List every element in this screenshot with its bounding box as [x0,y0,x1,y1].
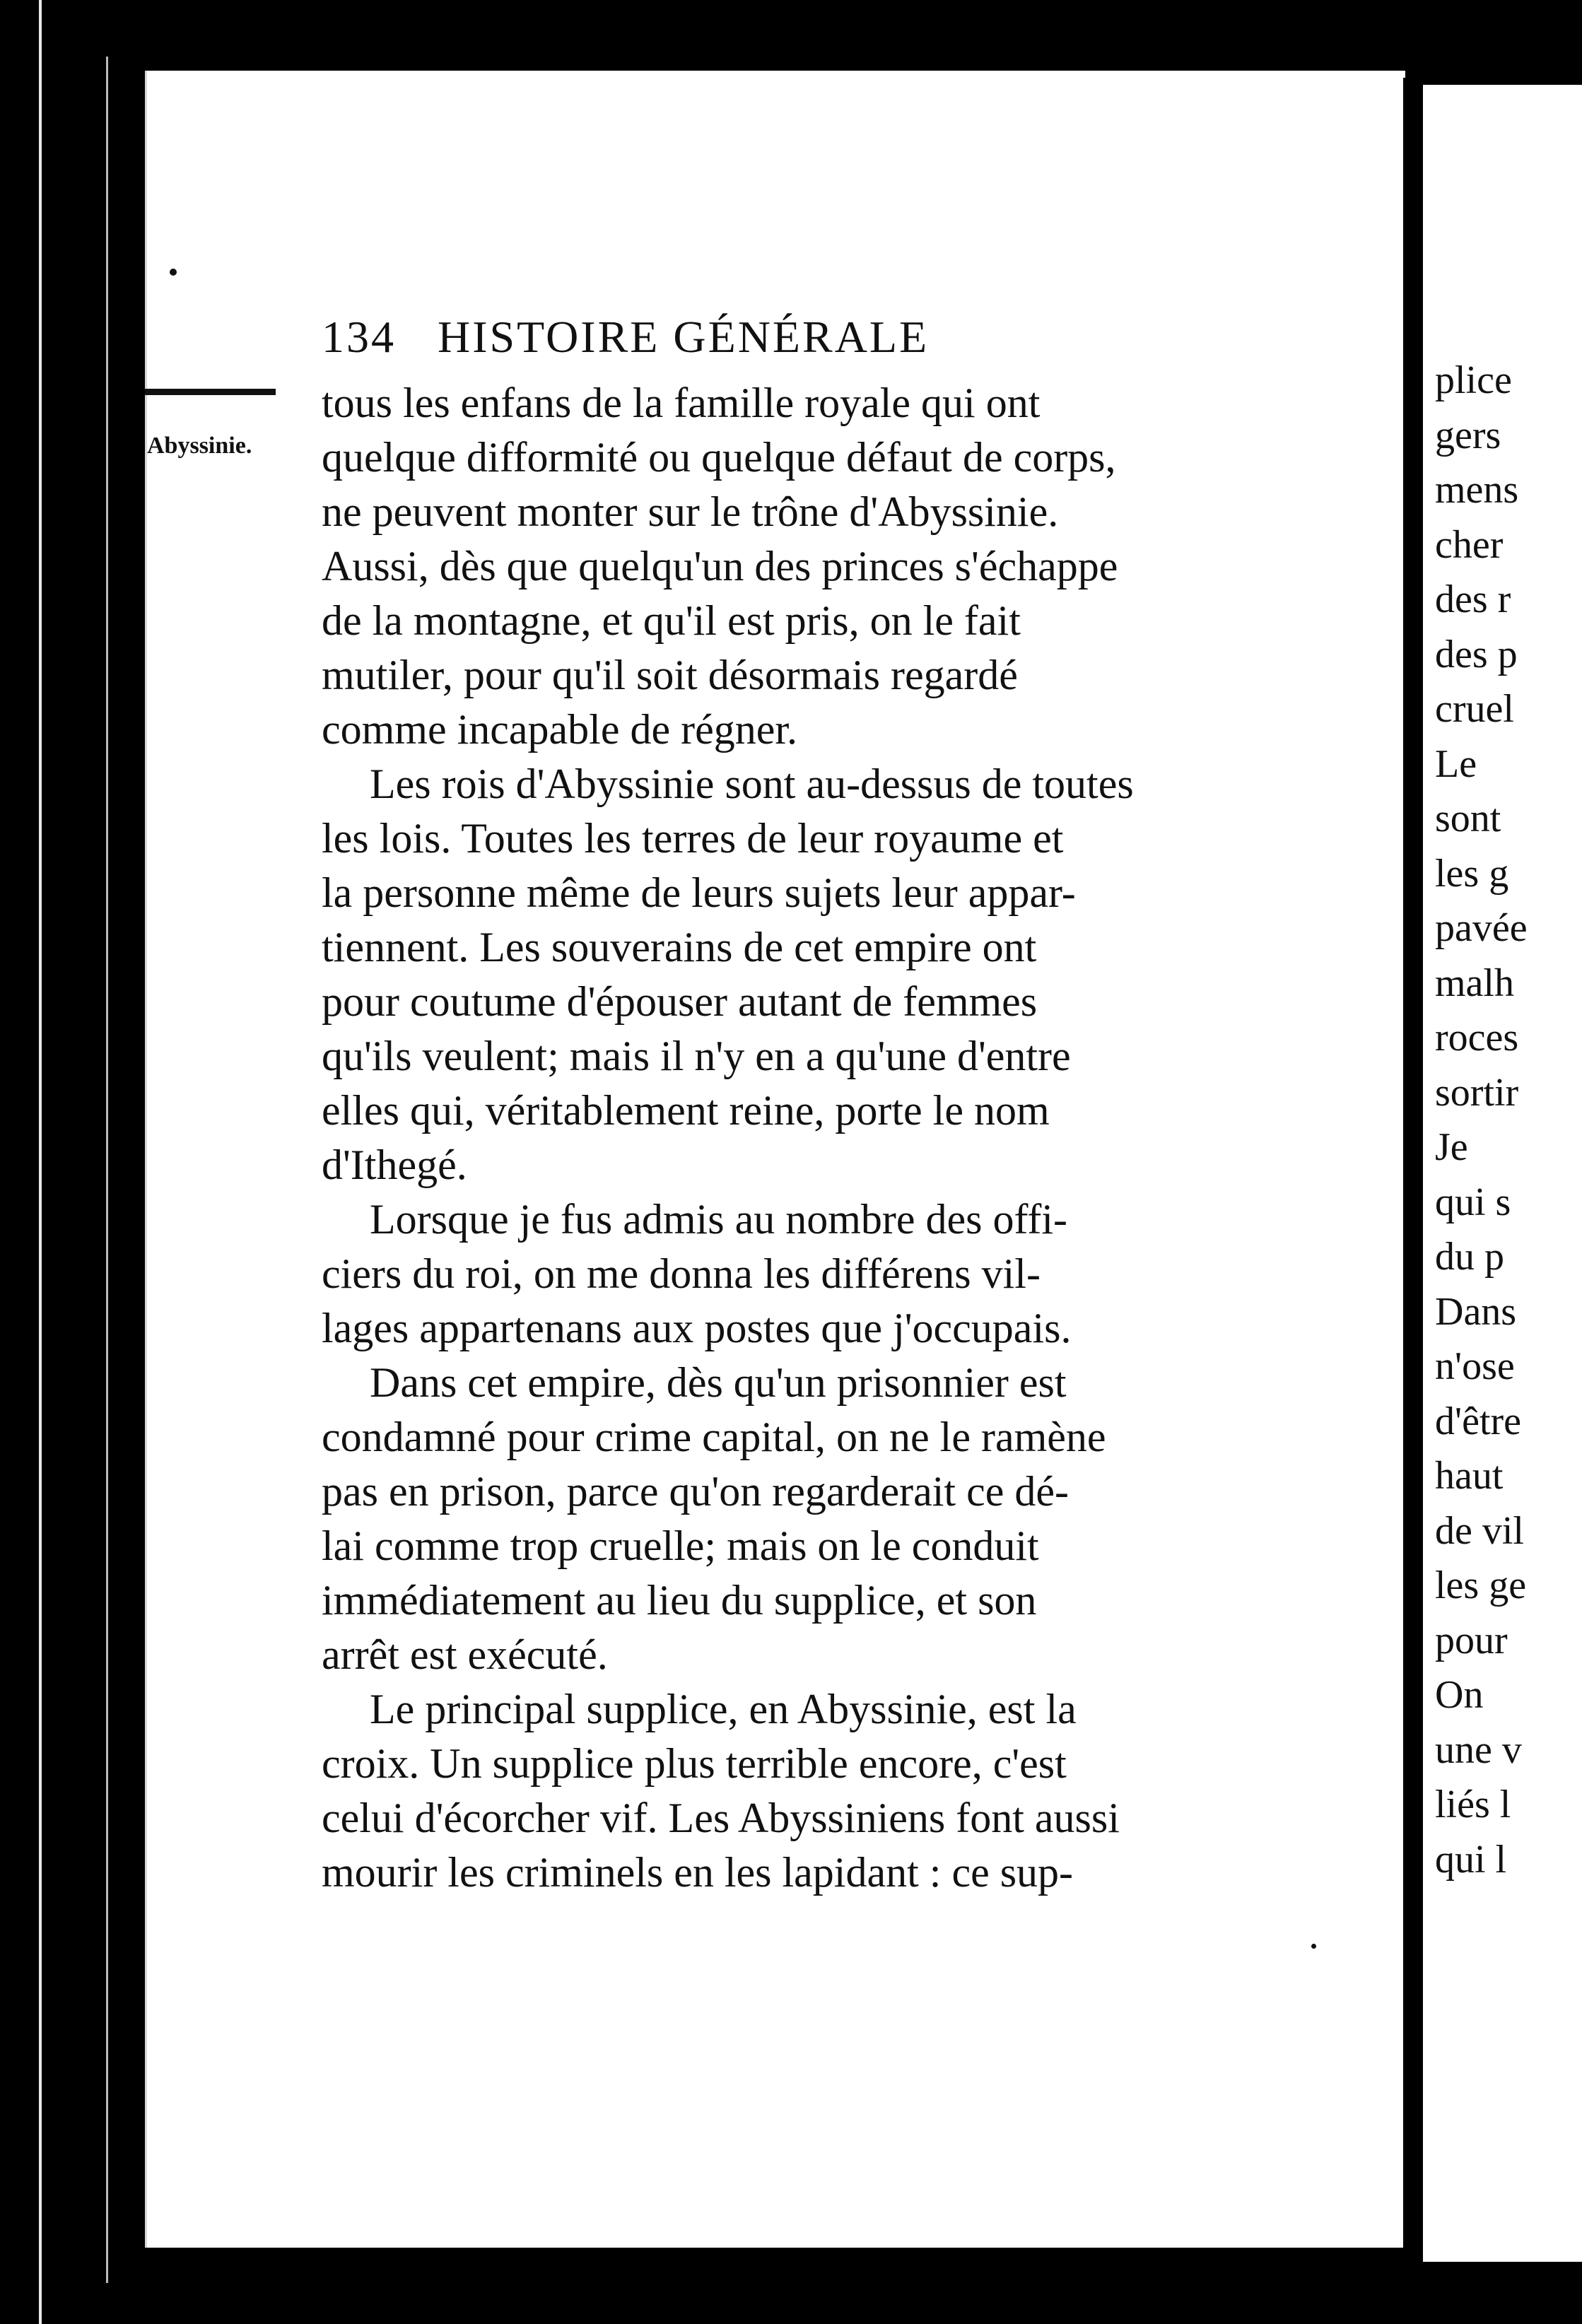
running-header [322,311,1241,368]
text-line: Aussi, dès que quelqu'un des princes s'échappe [322,543,1118,589]
text-line: lages appartenans aux postes que j'occupais. [322,1305,1072,1351]
text-line: pour coutume d'épouser autant de femmes [322,978,1038,1025]
margin-note: Abyssinie. [147,433,252,459]
running-title: HISTOIRE GÉNÉRALE [438,312,930,362]
right-page-fragment: qui l [1435,1837,1507,1882]
right-page-fragment: On [1435,1673,1484,1717]
text-line: qu'ils veulent; mais il n'y en a qu'une d'entre [322,1033,1071,1079]
right-page-fragment: mens [1435,468,1519,512]
margin-rule [145,389,276,395]
text-line: celui d'écorcher vif. Les Abyssiniens font aussi [322,1795,1120,1841]
text-line: la personne même de leurs sujets leur appar- [322,869,1076,916]
right-page-fragment: une v [1435,1727,1522,1772]
text-line: ne peuvent monter sur le trône d'Abyssinie. [322,488,1059,535]
speck [170,269,177,276]
book-edge-line [39,0,42,2324]
right-page-fragment: roces [1435,1016,1519,1060]
text-line: condamné pour crime capital, on ne le ramène [322,1414,1106,1460]
text-line: ciers du roi, on me donna les différens vil- [322,1250,1041,1297]
right-page-fragment: n'ose [1435,1344,1515,1388]
right-page-fragment: qui s [1435,1180,1511,1224]
text-line: les lois. Toutes les terres de leur royaume et [322,815,1064,862]
right-page-fragment: de vil [1435,1508,1524,1553]
right-page-fragment: gers [1435,413,1501,457]
text-line: arrêt est exécuté. [322,1631,608,1678]
right-page-fragment: les ge [1435,1563,1527,1607]
right-page-fragment: pavée [1435,906,1528,950]
speck [1311,1944,1316,1949]
text-line: Les rois d'Abyssinie sont au-dessus de toutes [370,761,1134,807]
right-page-fragment: plice [1435,358,1512,402]
right-page-fragment: des p [1435,632,1518,676]
text-line: elles qui, véritablement reine, porte le nom [322,1087,1050,1134]
text-line: tiennent. Les souverains de cet empire ont [322,924,1037,970]
right-page-fragment: pour [1435,1618,1508,1662]
page-gutter [1403,78,1423,2255]
text-line: tous les enfans de la famille royale qui ont [322,380,1041,426]
right-page-fragment: malh [1435,961,1514,1005]
right-page-fragment: sortir [1435,1070,1519,1115]
right-page-fragment: du p [1435,1235,1504,1279]
right-page-fragment: les g [1435,851,1509,896]
page-number: 134 [322,312,396,362]
right-page-fragment: Je [1435,1125,1468,1169]
right-page-fragment: cher [1435,522,1504,567]
text-line: comme incapable de régner. [322,706,798,753]
text-line: Dans cet empire, dès qu'un prisonnier est [370,1359,1067,1406]
text-line: mutiler, pour qu'il soit désormais regardé [322,652,1018,698]
text-line: Le principal supplice, en Abyssinie, est la [370,1686,1077,1732]
right-page-text [1435,353,1528,1887]
right-page-fragment: cruel [1435,687,1514,731]
text-line: Lorsque je fus admis au nombre des offi- [370,1196,1067,1243]
right-page-fragment: liés l [1435,1783,1511,1826]
body-text [322,376,1368,1900]
right-page-fragment: haut [1435,1454,1504,1498]
text-line: d'Ithegé. [322,1142,467,1188]
book-edge-line [106,57,108,2283]
right-page-fragment: d'être [1435,1399,1522,1443]
text-line: immédiatement au lieu du supplice, et son [322,1577,1037,1624]
text-line: pas en prison, parce qu'on regarderait ce dé- [322,1468,1069,1515]
text-line: lai comme trop cruelle; mais on le conduit [322,1522,1039,1569]
right-page-fragment: Dans [1435,1289,1517,1334]
right-page-fragment: sont [1435,797,1501,840]
right-page-fragment: des r [1435,577,1511,621]
text-line: de la montagne, et qu'il est pris, on le fait [322,597,1021,644]
text-line: croix. Un supplice plus terrible encore, c'est [322,1740,1067,1787]
right-page-fragment: Le [1435,741,1477,786]
text-line: mourir les criminels en les lapidant : ce sup- [322,1849,1074,1896]
text-line: quelque difformité ou quelque défaut de corps, [322,434,1116,481]
